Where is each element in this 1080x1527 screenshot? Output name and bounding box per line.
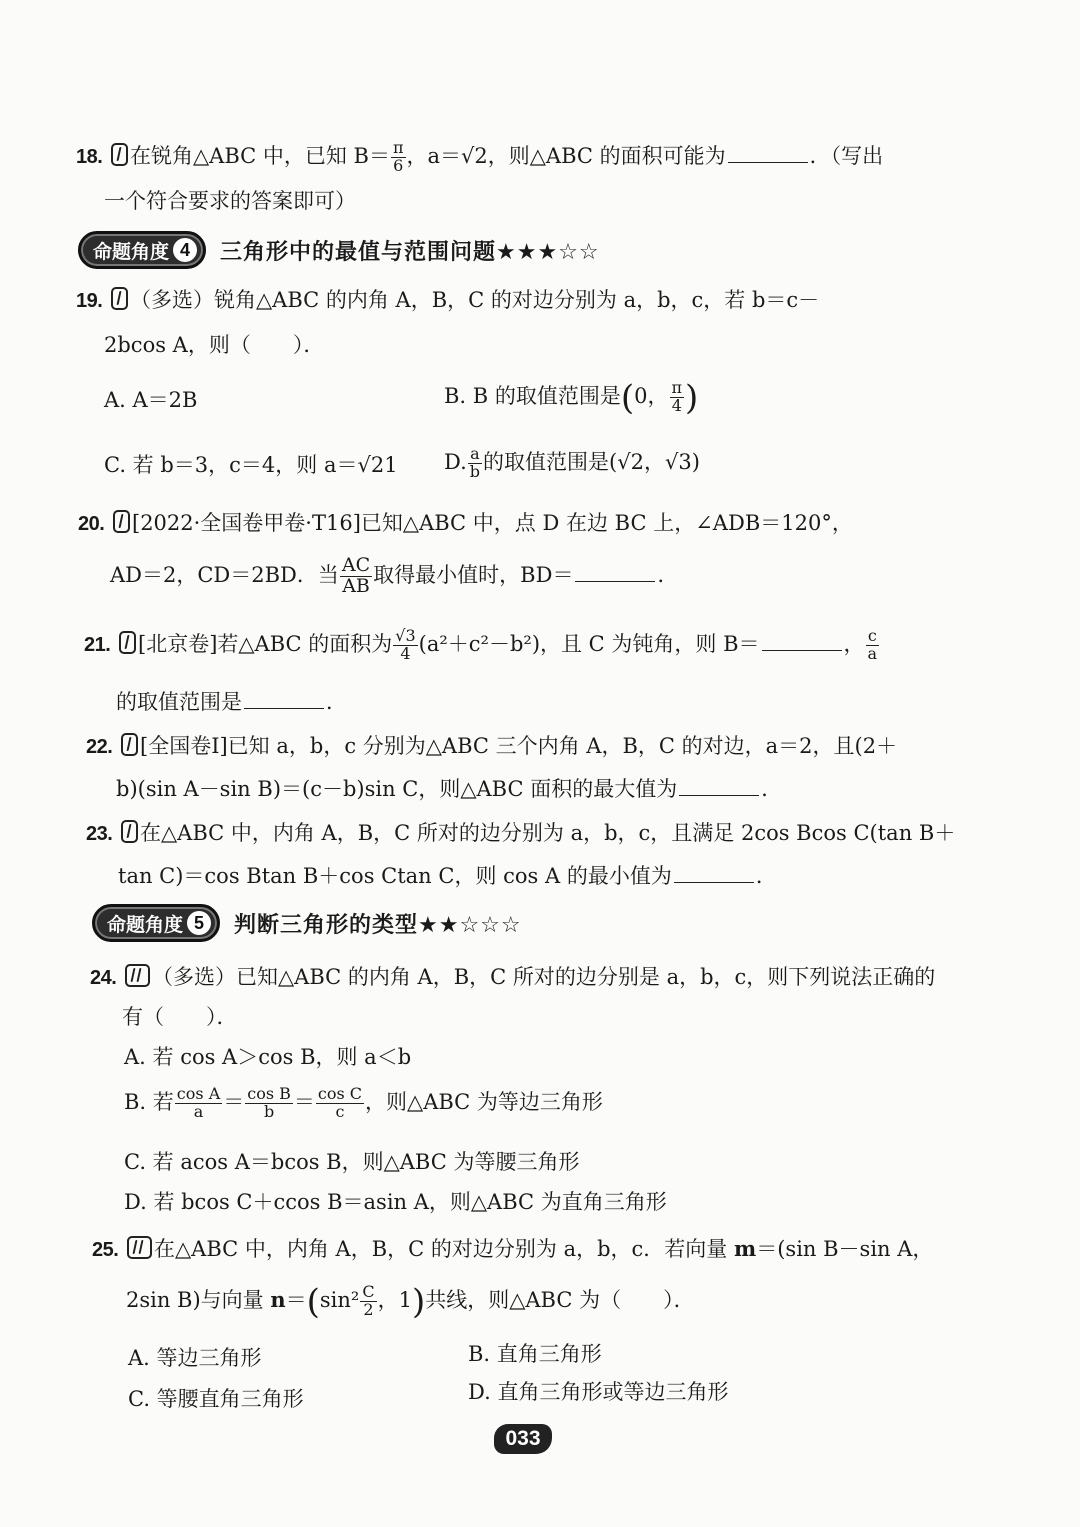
section-tag: 命题角度 4: [78, 231, 206, 269]
option-text: ，则△ABC 为等边三角形: [365, 1089, 603, 1114]
answer-blank[interactable]: [728, 146, 808, 163]
difficulty-icon: [121, 733, 138, 756]
q25-text: ＝(sin B－sin A，: [756, 1237, 934, 1261]
q18-text: 在锐角△ABC 中，已知 B＝: [130, 143, 390, 168]
fraction: $\frac{\text{cos B}}{b}$: [247, 1084, 291, 1121]
q22-text: b)(sin A－sin B)＝(c－b)sin C，则△ABC 面积的最大值为: [116, 777, 678, 801]
q22-text: [全国卷Ⅰ]已知 a，b，c 分别为△ABC 三个内角 A，B，C 的对边，a＝2，且(2＋: [140, 734, 898, 758]
q18-text: ，a＝√2，则△ABC 的面积可能为: [406, 143, 726, 168]
paren: ): [685, 378, 699, 418]
q24-text: （多选）已知△ABC 的内角 A，B，C 所对的边分别是 a，b，c，则下列说法正确的: [152, 965, 936, 989]
q24-option-a[interactable]: [124, 1045, 411, 1070]
option-text: D. 若 bcos C＋ccos B＝asin A，则△ABC 为直角三角形: [124, 1190, 667, 1214]
q23-text: tan C)＝cos Btan B＋cos Ctan C，则 cos A 的最小值为: [118, 864, 672, 888]
section-tag: 命题角度 5: [92, 904, 220, 942]
q25-line1: [92, 1236, 933, 1262]
q25-text: 共线，则△ABC 为（ ）．: [425, 1288, 695, 1312]
paren: (: [620, 378, 635, 418]
q21-text: 的取值范围是: [116, 690, 242, 714]
difficulty-icon: [127, 1236, 152, 1259]
q21-text: ．: [326, 690, 347, 714]
q25-text: ，1: [377, 1288, 412, 1312]
option-text: B. 若: [124, 1089, 174, 1114]
q20-text: AD＝2，CD＝2BD．当: [110, 562, 339, 587]
fraction: $\frac{C}{2}$: [362, 1282, 375, 1319]
q23-line1: [86, 820, 955, 846]
question-number: 18.: [76, 145, 103, 168]
question-number: 24.: [90, 967, 117, 989]
q22-line2: [116, 777, 782, 802]
option-text: 的取值范围是(√2，√3): [483, 449, 700, 474]
section-header-5: [92, 904, 522, 942]
q19-option-b[interactable]: [444, 378, 698, 419]
paren: (: [306, 1282, 320, 1322]
section-number: 5: [187, 911, 211, 935]
q20-text: ．: [657, 562, 679, 587]
q21-line1: [84, 628, 880, 663]
q23-text: ．: [755, 864, 777, 888]
paren: ): [411, 1282, 426, 1322]
difficulty-icon: [121, 820, 138, 843]
q19-line2: [104, 333, 324, 358]
answer-blank[interactable]: [575, 565, 655, 582]
q25-option-a[interactable]: [128, 1346, 262, 1371]
q19-line1: [76, 287, 819, 313]
option-text: A. 等边三角形: [128, 1346, 262, 1370]
option-text: A. 若 cos A＞cos B，则 a＜b: [124, 1045, 412, 1069]
fraction: $\frac{\text{cos C}}{c}$: [317, 1084, 363, 1121]
q22-line1: [86, 733, 897, 759]
q19-option-d[interactable]: [444, 446, 700, 481]
question-number: 19.: [76, 290, 103, 312]
q21-text: [北京卷]若△ABC 的面积为: [138, 631, 393, 656]
q22-text: ．: [761, 777, 783, 801]
fraction: $\frac{\pi}{6}$: [393, 138, 404, 175]
q18-line2: [104, 189, 356, 214]
question-number: 22.: [86, 736, 113, 758]
option-text: D.: [444, 449, 467, 474]
q18-line1: [76, 140, 883, 175]
option-text: C. 等腰直角三角形: [128, 1387, 304, 1411]
q25-line2: [126, 1282, 695, 1323]
q24-option-d[interactable]: [124, 1190, 667, 1215]
q24-line2: [122, 1005, 238, 1030]
fraction: $\frac{AC}{AB}$: [341, 554, 371, 597]
option-text: C. 若 b＝3，c＝4，则 a＝√21: [104, 453, 398, 477]
q24-option-b[interactable]: [124, 1086, 603, 1121]
question-number: 25.: [92, 1239, 119, 1261]
fraction: $\frac{\text{cos A}}{a}$: [176, 1084, 221, 1121]
section-title: 判断三角形的类型★★☆☆☆: [234, 912, 522, 938]
q23-text: 在△ABC 中，内角 A，B，C 所对的边分别为 a，b，c，且满足 2cos Bcos C(tan B＋: [140, 821, 956, 845]
option-text: ＝: [293, 1089, 315, 1114]
vector-n: n: [270, 1287, 286, 1312]
option-text: A. A＝2B: [104, 388, 198, 412]
q25-text: 在△ABC 中，内角 A，B，C 的对边分别为 a，b，c．若向量: [154, 1237, 734, 1261]
q24-option-c[interactable]: [124, 1150, 580, 1175]
difficulty-icon: [125, 964, 150, 987]
section-title: 三角形中的最值与范围问题★★★☆☆: [220, 239, 600, 265]
page-number: 033: [494, 1424, 552, 1454]
q20-line2: [110, 556, 678, 597]
question-number: 20.: [78, 513, 105, 535]
q24-line1: [90, 964, 935, 990]
q19-text: 2bcos A，则（ ）．: [104, 333, 325, 357]
option-text: 0，: [634, 384, 669, 408]
q20-text: 取得最小值时，BD＝: [373, 562, 574, 587]
q20-line1: [78, 510, 853, 536]
q19-option-c[interactable]: [104, 453, 398, 478]
q25-option-b[interactable]: [468, 1342, 602, 1367]
q25-text: ＝: [285, 1288, 307, 1312]
q19-text: （多选）锐角△ABC 的内角 A，B，C 的对边分别为 a，b，c，若 b＝c－: [130, 288, 820, 312]
difficulty-icon: [113, 510, 130, 533]
q21-text: ，: [843, 631, 865, 656]
q21-line2: [116, 690, 347, 715]
q18-text: ．（写出: [809, 143, 884, 168]
q19-option-a[interactable]: [104, 388, 197, 413]
answer-blank[interactable]: [762, 634, 842, 651]
q24-text: 有（ ）．: [122, 1005, 238, 1029]
answer-blank[interactable]: [244, 692, 324, 709]
difficulty-icon: [111, 287, 128, 310]
q25-option-c[interactable]: [128, 1387, 304, 1412]
option-text: B. B 的取值范围是: [444, 384, 621, 408]
option-text: C. 若 acos A＝bcos B，则△ABC 为等腰三角形: [124, 1150, 580, 1174]
q18-text: 一个符合要求的答案即可）: [104, 189, 356, 213]
answer-blank[interactable]: [679, 779, 759, 796]
answer-blank[interactable]: [674, 866, 754, 883]
fraction: $\frac{\pi}{4}$: [671, 378, 683, 415]
q23-line2: [118, 864, 777, 889]
fraction: $\frac{a}{b}$: [469, 444, 481, 481]
fraction: $\frac{c}{a}$: [867, 626, 878, 663]
vector-m: m: [733, 1236, 757, 1261]
option-text: ＝: [223, 1089, 245, 1114]
difficulty-icon: [111, 143, 128, 166]
section-header-4: [78, 231, 600, 269]
q25-text: 2sin B)与向量: [126, 1288, 271, 1312]
q21-text: (a²＋c²－b²)，且 C 为钝角，则 B＝: [418, 631, 760, 656]
option-text: B. 直角三角形: [468, 1342, 602, 1366]
fraction: $\frac{√3}{4}$: [395, 626, 416, 663]
section-number: 4: [173, 238, 197, 262]
q20-text: [2022·全国卷甲卷·T16]已知△ABC 中，点 D 在边 BC 上，∠ADB＝120°，: [132, 511, 853, 535]
q25-text: sin²: [319, 1288, 360, 1312]
question-number: 21.: [84, 633, 111, 656]
option-text: D. 直角三角形或等边三角形: [468, 1380, 729, 1404]
question-number: 23.: [86, 823, 113, 845]
q25-option-d[interactable]: [468, 1380, 728, 1405]
difficulty-icon: [119, 631, 136, 654]
